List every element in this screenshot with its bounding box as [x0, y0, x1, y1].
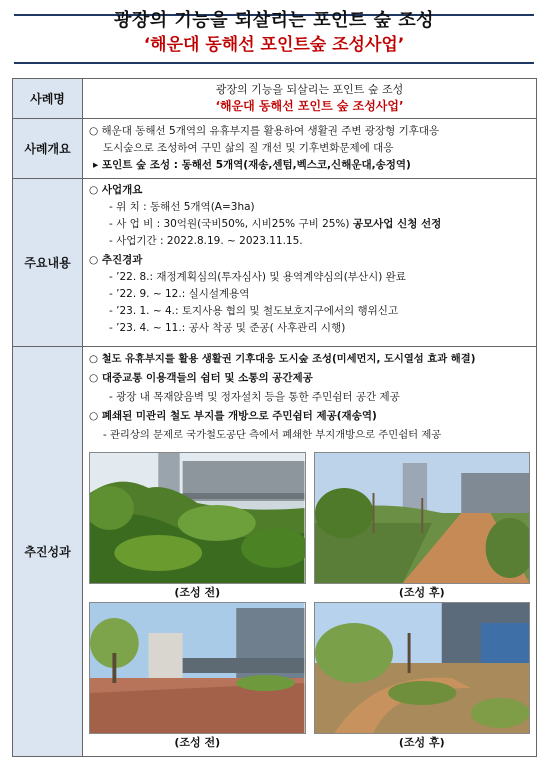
- overview-line-3: ▸ 포인트 숲 조성 : 동해선 5개역(재송,센텀,벡스코,신해운대,송정역): [93, 159, 411, 171]
- case-table: [12, 78, 537, 757]
- result-1: ○ 철도 유휴부지를 활용 생활권 기후대응 도시숲 조성(미세먼지, 도시열섬 효과 해결): [89, 353, 476, 365]
- title-line-1: 광장의 기능을 되살리는 포인트 숲 조성: [113, 10, 435, 31]
- progress-item-3: - ’23. 1. ~ 4.: 토지사용 협의 및 철도보호지구에서의 행위신고: [109, 305, 399, 317]
- result-2-sub: - 광장 내 목재앉음벽 및 정자설치 등을 통한 주민쉼터 공간 제공: [109, 391, 400, 403]
- label-overview: 사례개요: [13, 119, 83, 179]
- label-main-content: 주요내용: [13, 179, 83, 347]
- main-section-1: ○ 사업개요: [89, 184, 143, 196]
- value-case-name: [83, 79, 537, 119]
- result-2: ○ 대중교통 이용객들의 쉼터 및 소통의 공간제공: [89, 372, 313, 384]
- overview-line-2: 도시숲으로 조성하여 구민 삶의 질 개선 및 기후변화문제에 대응: [103, 142, 394, 154]
- caption-before-1: (조성 전): [174, 586, 221, 599]
- overview-line-1: ○ 해운대 동해선 5개역의 유휴부지를 활용하여 생활권 주변 광장형 기후대응: [89, 125, 440, 137]
- photo-before-2: [89, 602, 306, 734]
- progress-item-1: - ’22. 8.: 재정계획심의(투자심사) 및 용역계약심의(부산시) 완료: [109, 271, 406, 283]
- value-main-content: [83, 179, 537, 347]
- photo-before-1: [89, 452, 306, 584]
- photo-after-2: [314, 602, 531, 734]
- photo-after-1: [314, 452, 531, 584]
- caption-before-2: (조성 전): [174, 736, 221, 749]
- title-rule-bottom: [14, 62, 534, 64]
- case-name-line-2: ‘해운대 동해선 포인트 숲 조성사업’: [215, 99, 404, 113]
- label-results: 추진성과: [13, 347, 83, 757]
- row-results: [13, 347, 537, 757]
- title-line-2: ‘해운대 동해선 포인트숲 조성사업’: [143, 35, 405, 55]
- main-item-period: - 사업기간 : 2022.8.19. ~ 2023.11.15.: [109, 235, 303, 247]
- progress-item-2: - ’22. 9. ~ 12.: 실시설계용역: [109, 288, 250, 300]
- progress-item-4: - ’23. 4. ~ 11.: 공사 착공 및 준공( 사후관리 시행): [109, 322, 346, 334]
- result-3: ○ 폐쇄된 미관리 철도 부지를 개방으로 주민쉼터 제공(재송역): [89, 410, 377, 422]
- value-results: [83, 347, 537, 757]
- row-case-name: [13, 79, 537, 119]
- page-title: [14, 10, 534, 56]
- row-overview: [13, 119, 537, 179]
- photo-grid: [83, 448, 536, 756]
- main-item-location: - 위 치 : 동해선 5개역(A=3ha): [109, 201, 255, 213]
- case-name-line-1: 광장의 기능을 되살리는 포인트 숲 조성: [215, 83, 404, 96]
- main-item-budget: - 사 업 비 : 30억원(국비50%, 시비25% 구비 25%) 공모사업 신청 선정: [109, 218, 442, 230]
- result-3-sub: - 관리상의 문제로 국가철도공단 측에서 폐쇄한 부지개방으로 주민쉼터 제공: [103, 429, 442, 441]
- caption-after-1: (조성 후): [398, 586, 445, 599]
- row-main-content: [13, 179, 537, 347]
- main-section-2: ○ 추진경과: [89, 254, 143, 266]
- label-case-name: 사례명: [13, 79, 83, 119]
- caption-after-2: (조성 후): [398, 736, 445, 749]
- value-overview: [83, 119, 537, 179]
